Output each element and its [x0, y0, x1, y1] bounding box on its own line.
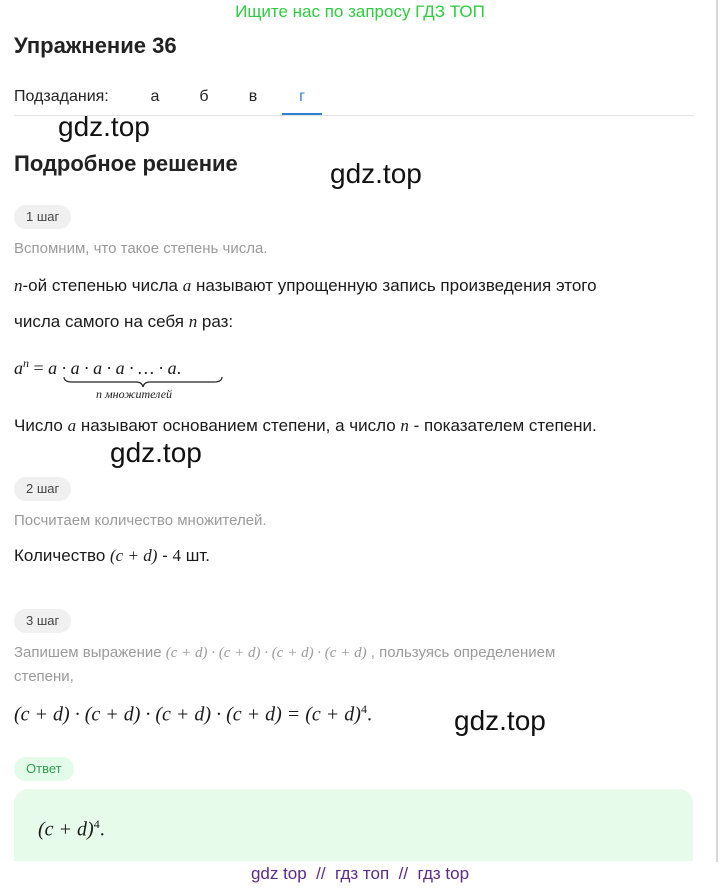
step-hint: Посчитаем количество множителей.	[14, 512, 267, 529]
tab-subtask-g[interactable]: г	[299, 88, 305, 105]
math-expression: (c + d) · (c + d) · (c + d) · (c + d)	[165, 645, 367, 661]
text: раз:	[197, 312, 234, 331]
definition-line-1	[14, 276, 597, 296]
step-badge: 3 шаг	[14, 609, 71, 633]
step-hint	[14, 644, 555, 662]
tab-subtask-v[interactable]: в	[248, 88, 258, 105]
text: Число	[14, 416, 68, 435]
math-var: a	[67, 416, 77, 435]
text: -	[157, 546, 173, 565]
text: называют основанием степени, а число	[76, 416, 401, 435]
answer-box	[14, 789, 693, 861]
math-expression: (c + d)	[38, 818, 94, 841]
step-badge: 2 шаг	[14, 477, 71, 501]
tab-subtask-a[interactable]: а	[150, 88, 160, 105]
solution-title: Подробное решение	[14, 151, 238, 176]
text: Количество	[14, 546, 111, 565]
math-exponent: 4	[360, 702, 367, 716]
step-hint-cont: степени,	[14, 668, 74, 685]
tab-subtask-b[interactable]: б	[199, 88, 209, 105]
active-tab-indicator	[282, 113, 322, 115]
footer-watermark: gdz top // гдз топ // гдз top	[0, 862, 720, 889]
answer-badge: Ответ	[14, 757, 74, 781]
math-var: n	[14, 276, 23, 295]
period: .	[176, 358, 182, 378]
math-var: a	[14, 358, 23, 378]
period: .	[366, 703, 372, 726]
exercise-title: Упражнение 36	[14, 33, 177, 58]
math-var: n	[188, 312, 198, 331]
equals-sign: =	[29, 358, 49, 378]
watermark: gdz.top	[454, 705, 546, 736]
text: называют упрощенную запись произведения этого	[191, 276, 597, 295]
text: числа самого на себя	[14, 312, 189, 331]
factor-count-line	[14, 546, 210, 566]
watermark: gdz.top	[110, 437, 202, 468]
definition-line-2	[14, 312, 233, 332]
period: .	[99, 818, 105, 841]
text: шт.	[180, 546, 210, 565]
answer-formula	[38, 817, 105, 842]
step-hint: Вспомним, что такое степень числа.	[14, 240, 268, 257]
text: -ой степенью числа	[22, 276, 183, 295]
result-formula	[14, 702, 372, 727]
text: , пользуясь определением	[366, 644, 556, 661]
watermark: gdz.top	[58, 111, 150, 142]
brace-label: n множителей	[96, 387, 173, 401]
math-var: a	[182, 276, 192, 295]
step-badge: 1 шаг	[14, 205, 71, 229]
search-banner: Ищите нас по запросу ГДЗ ТОП	[235, 2, 485, 21]
math-exponent: 4	[93, 817, 100, 831]
math-exponent: n	[23, 356, 29, 370]
watermark: gdz.top	[330, 158, 422, 189]
product-expression: a · a · a · a · … · a	[48, 358, 177, 378]
text: Запишем выражение	[14, 644, 166, 661]
math-expression: (c + d)	[110, 546, 158, 565]
scrollbar-track[interactable]	[716, 0, 718, 889]
subtasks-label: Подзадания:	[14, 88, 109, 105]
math-expression: (c + d) · (c + d) · (c + d) · (c + d) = (c + d)	[14, 703, 361, 726]
text: - показателем степени.	[408, 416, 597, 435]
math-var: n	[400, 416, 409, 435]
base-exponent-line	[14, 416, 597, 436]
count-value: 4	[172, 546, 181, 565]
